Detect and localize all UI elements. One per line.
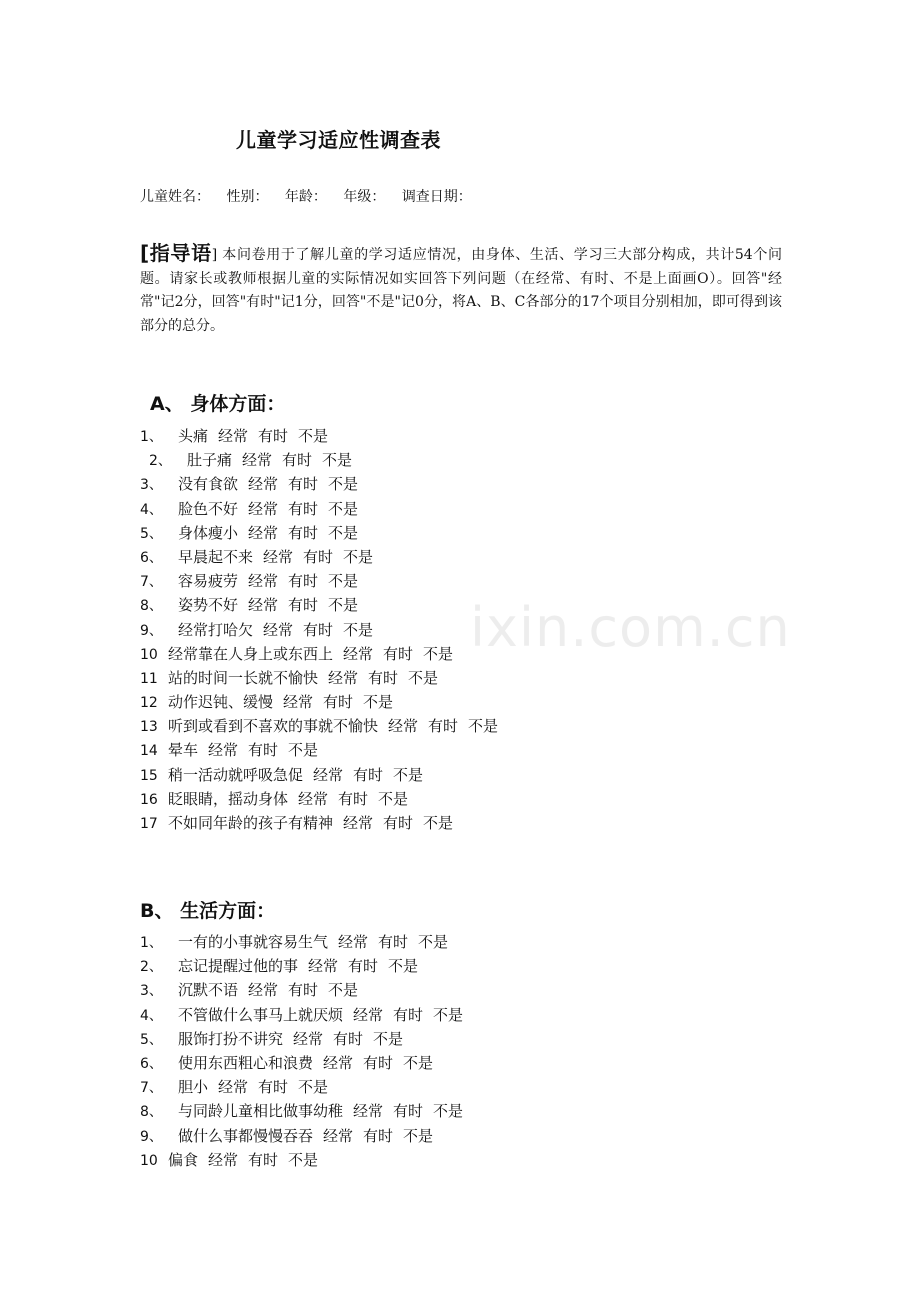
option-never: 不是 bbox=[298, 1078, 329, 1097]
question-item bbox=[140, 1124, 463, 1148]
info-date-label: 调查日期： bbox=[401, 189, 472, 205]
info-line bbox=[140, 186, 484, 206]
section-b-list bbox=[140, 930, 463, 1172]
option-never: 不是 bbox=[328, 596, 359, 615]
option-often: 经常 bbox=[313, 765, 344, 784]
question-number: 16 bbox=[140, 791, 158, 808]
question-item bbox=[140, 811, 498, 835]
option-sometimes: 有时 bbox=[258, 1078, 289, 1097]
document-title: 儿童学习适应性调查表 bbox=[236, 128, 441, 152]
question-number: 14 bbox=[140, 743, 158, 760]
question-text: 不如同年龄的孩子有精神 bbox=[168, 814, 334, 832]
question-text: 一有的小事就容易生气 bbox=[178, 933, 329, 951]
option-often: 经常 bbox=[323, 1126, 354, 1145]
option-sometimes: 有时 bbox=[363, 1126, 394, 1145]
option-sometimes: 有时 bbox=[288, 596, 319, 615]
option-sometimes: 有时 bbox=[248, 1150, 279, 1169]
question-text: 晕车 bbox=[168, 741, 199, 760]
section-b-heading: B、 生活方面： bbox=[140, 900, 276, 922]
option-never: 不是 bbox=[328, 981, 359, 1000]
option-often: 经常 bbox=[263, 547, 294, 566]
option-sometimes: 有时 bbox=[378, 933, 409, 951]
option-never: 不是 bbox=[322, 451, 353, 470]
question-item bbox=[140, 448, 498, 472]
question-number: 7、 bbox=[140, 574, 163, 591]
question-item bbox=[140, 497, 498, 521]
info-age-label: 年龄： bbox=[284, 189, 327, 205]
option-sometimes: 有时 bbox=[248, 741, 279, 760]
question-number: 13 bbox=[140, 719, 158, 736]
question-text: 姿势不好 bbox=[178, 596, 239, 615]
option-sometimes: 有时 bbox=[288, 981, 319, 1000]
option-never: 不是 bbox=[328, 499, 359, 518]
instructions-text: 本问卷用于了解儿童的学习适应情况，由身体、生活、学习三大部分构成，共计54个问题。请家长或教师根据儿童的实际情况如实回答下列问题（在经常、有时、不是上面画O）。回答"经常"记2分，回答"有时"记1分，回答"不是"记0分，将A、B、C各部分的17个项目分别相加，即可得到该部分的总分。 bbox=[140, 247, 783, 334]
option-never: 不是 bbox=[403, 1053, 434, 1072]
question-item bbox=[140, 569, 498, 593]
question-item bbox=[140, 714, 498, 738]
info-name-label: 儿童姓名： bbox=[140, 189, 210, 205]
question-number: 3、 bbox=[140, 477, 163, 494]
info-grade-label: 年级： bbox=[343, 189, 386, 205]
option-sometimes: 有时 bbox=[338, 789, 369, 808]
option-never: 不是 bbox=[433, 1005, 464, 1024]
option-often: 经常 bbox=[353, 1005, 384, 1024]
option-often: 经常 bbox=[218, 427, 249, 445]
question-text: 不管做什么事马上就厌烦 bbox=[178, 1005, 344, 1024]
question-number: 2、 bbox=[140, 959, 163, 976]
section-a-heading: A、 身体方面： bbox=[150, 393, 286, 415]
option-never: 不是 bbox=[408, 668, 439, 687]
option-never: 不是 bbox=[328, 572, 359, 591]
watermark: ixin.com.cn bbox=[470, 596, 791, 659]
question-text: 做什么事都慢慢吞吞 bbox=[178, 1126, 314, 1145]
question-item bbox=[140, 593, 498, 617]
option-often: 经常 bbox=[328, 668, 359, 687]
question-number: 9、 bbox=[140, 1128, 163, 1145]
question-item bbox=[140, 978, 463, 1002]
question-number: 15 bbox=[140, 767, 158, 784]
question-number: 6、 bbox=[140, 549, 163, 566]
question-text: 容易疲劳 bbox=[178, 572, 239, 591]
option-often: 经常 bbox=[323, 1053, 354, 1072]
question-number: 1、 bbox=[140, 935, 163, 951]
option-often: 经常 bbox=[263, 620, 294, 639]
question-item bbox=[140, 1003, 463, 1027]
question-number: 8、 bbox=[140, 598, 163, 615]
option-sometimes: 有时 bbox=[428, 717, 459, 736]
question-number: 9、 bbox=[140, 622, 163, 639]
question-item bbox=[140, 787, 498, 811]
info-gender-label: 性别： bbox=[226, 189, 269, 205]
option-often: 经常 bbox=[248, 523, 279, 542]
question-text: 早晨起不来 bbox=[178, 547, 254, 566]
question-number: 4、 bbox=[140, 1007, 163, 1024]
option-sometimes: 有时 bbox=[323, 693, 354, 712]
option-sometimes: 有时 bbox=[258, 427, 289, 445]
option-sometimes: 有时 bbox=[393, 1005, 424, 1024]
question-text: 眨眼睛，摇动身体 bbox=[168, 789, 289, 808]
question-text: 没有食欲 bbox=[178, 475, 239, 494]
option-never: 不是 bbox=[363, 693, 394, 712]
question-text: 经常靠在人身上或东西上 bbox=[168, 644, 334, 663]
option-often: 经常 bbox=[298, 789, 329, 808]
question-item bbox=[140, 1027, 463, 1051]
question-text: 服饰打扮不讲究 bbox=[178, 1029, 284, 1048]
option-sometimes: 有时 bbox=[288, 572, 319, 591]
option-never: 不是 bbox=[298, 427, 329, 445]
question-text: 使用东西粗心和浪费 bbox=[178, 1053, 314, 1072]
question-text: 沉默不语 bbox=[178, 981, 239, 1000]
question-number: 2、 bbox=[149, 453, 172, 470]
instructions bbox=[140, 242, 782, 338]
question-item bbox=[140, 1051, 463, 1075]
question-item bbox=[140, 763, 498, 787]
option-sometimes: 有时 bbox=[348, 957, 379, 976]
question-number: 4、 bbox=[140, 501, 163, 518]
question-text: 站的时间一长就不愉快 bbox=[168, 668, 319, 687]
question-item bbox=[140, 472, 498, 496]
question-number: 12 bbox=[140, 695, 158, 712]
option-sometimes: 有时 bbox=[288, 499, 319, 518]
question-text: 肚子痛 bbox=[187, 451, 233, 470]
question-number: 11 bbox=[140, 670, 158, 687]
instructions-tag: [指导语 bbox=[140, 241, 212, 265]
option-sometimes: 有时 bbox=[393, 1102, 424, 1121]
question-number: 10 bbox=[140, 646, 158, 663]
question-item bbox=[140, 690, 498, 714]
option-often: 经常 bbox=[208, 741, 239, 760]
option-never: 不是 bbox=[393, 765, 424, 784]
option-sometimes: 有时 bbox=[303, 620, 334, 639]
option-sometimes: 有时 bbox=[363, 1053, 394, 1072]
question-number: 3、 bbox=[140, 983, 163, 1000]
question-text: 偏食 bbox=[168, 1150, 199, 1169]
question-text: 头痛 bbox=[178, 427, 209, 445]
question-item bbox=[140, 930, 463, 954]
option-never: 不是 bbox=[343, 620, 374, 639]
option-often: 经常 bbox=[388, 717, 419, 736]
option-often: 经常 bbox=[343, 814, 374, 832]
question-item bbox=[140, 954, 463, 978]
option-often: 经常 bbox=[248, 572, 279, 591]
option-never: 不是 bbox=[328, 523, 359, 542]
option-never: 不是 bbox=[433, 1102, 464, 1121]
option-often: 经常 bbox=[218, 1078, 249, 1097]
question-number: 6、 bbox=[140, 1055, 163, 1072]
option-never: 不是 bbox=[328, 475, 359, 494]
question-number: 8、 bbox=[140, 1104, 163, 1121]
question-item bbox=[140, 521, 498, 545]
question-item bbox=[140, 1099, 463, 1123]
question-text: 忘记提醒过他的事 bbox=[178, 957, 299, 976]
option-never: 不是 bbox=[423, 814, 454, 832]
option-sometimes: 有时 bbox=[368, 668, 399, 687]
option-often: 经常 bbox=[283, 693, 314, 712]
option-never: 不是 bbox=[378, 789, 409, 808]
question-number: 17 bbox=[140, 816, 158, 832]
question-number: 5、 bbox=[140, 525, 163, 542]
option-sometimes: 有时 bbox=[333, 1029, 364, 1048]
option-often: 经常 bbox=[338, 933, 369, 951]
option-sometimes: 有时 bbox=[282, 451, 313, 470]
question-text: 听到或看到不喜欢的事就不愉快 bbox=[168, 717, 379, 736]
question-number: 10 bbox=[140, 1152, 158, 1169]
option-often: 经常 bbox=[248, 475, 279, 494]
question-item bbox=[140, 545, 498, 569]
option-never: 不是 bbox=[388, 957, 419, 976]
option-sometimes: 有时 bbox=[288, 475, 319, 494]
question-item bbox=[140, 1075, 463, 1099]
option-often: 经常 bbox=[242, 451, 273, 470]
option-never: 不是 bbox=[343, 547, 374, 566]
option-never: 不是 bbox=[403, 1126, 434, 1145]
section-a-list bbox=[140, 424, 498, 835]
option-often: 经常 bbox=[248, 499, 279, 518]
option-sometimes: 有时 bbox=[353, 765, 384, 784]
option-sometimes: 有时 bbox=[288, 523, 319, 542]
option-often: 经常 bbox=[208, 1150, 239, 1169]
option-never: 不是 bbox=[468, 717, 499, 736]
option-never: 不是 bbox=[288, 1150, 319, 1169]
question-item bbox=[140, 1148, 463, 1172]
question-text: 身体瘦小 bbox=[178, 523, 239, 542]
option-often: 经常 bbox=[353, 1102, 384, 1121]
question-text: 动作迟钝、缓慢 bbox=[168, 693, 274, 712]
option-never: 不是 bbox=[373, 1029, 404, 1048]
question-text: 胆小 bbox=[178, 1078, 209, 1097]
question-number: 1、 bbox=[140, 429, 163, 445]
instructions-tag-close: ] bbox=[211, 247, 218, 263]
question-item bbox=[140, 424, 498, 448]
question-item bbox=[140, 666, 498, 690]
question-item bbox=[140, 738, 498, 762]
question-number: 5、 bbox=[140, 1031, 163, 1048]
option-never: 不是 bbox=[418, 933, 449, 951]
option-often: 经常 bbox=[248, 981, 279, 1000]
question-item bbox=[140, 618, 498, 642]
question-text: 与同龄儿童相比做事幼稚 bbox=[178, 1102, 344, 1121]
option-often: 经常 bbox=[293, 1029, 324, 1048]
question-text: 脸色不好 bbox=[178, 499, 239, 518]
option-often: 经常 bbox=[248, 596, 279, 615]
question-number: 7、 bbox=[140, 1080, 163, 1097]
option-sometimes: 有时 bbox=[303, 547, 334, 566]
option-never: 不是 bbox=[288, 741, 319, 760]
question-text: 稍一活动就呼吸急促 bbox=[168, 765, 304, 784]
option-sometimes: 有时 bbox=[383, 644, 414, 663]
option-often: 经常 bbox=[308, 957, 339, 976]
option-never: 不是 bbox=[423, 644, 454, 663]
option-sometimes: 有时 bbox=[383, 814, 414, 832]
question-item bbox=[140, 642, 498, 666]
question-text: 经常打哈欠 bbox=[178, 620, 254, 639]
option-often: 经常 bbox=[343, 644, 374, 663]
